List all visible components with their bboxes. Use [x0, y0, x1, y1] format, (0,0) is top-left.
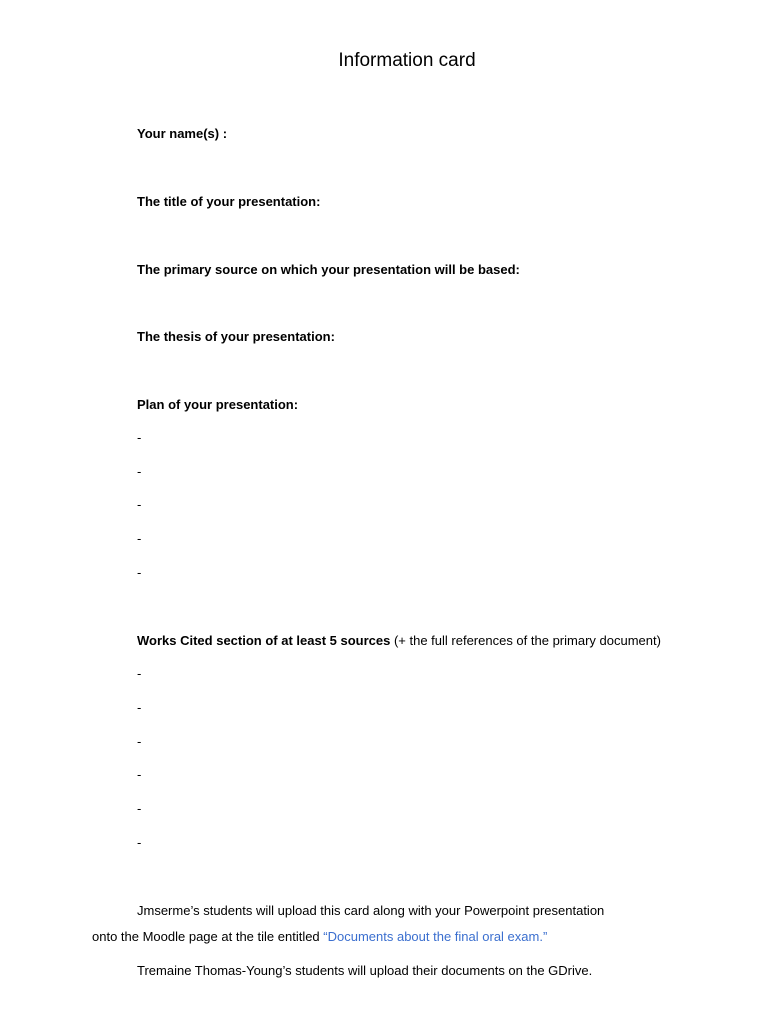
- field-presentation-title-label: The title of your presentation:: [137, 194, 321, 209]
- works-cited-note: (+ the full references of the primary document): [390, 633, 661, 648]
- plan-item: -: [137, 531, 142, 546]
- works-cited-item: -: [137, 700, 142, 715]
- works-cited-bold: Works Cited section of at least 5 sources: [137, 633, 391, 648]
- footer-line-3: Tremaine Thomas-Young’s students will upload their documents on the GDrive.: [137, 963, 593, 978]
- works-cited-item: -: [137, 835, 142, 850]
- plan-item: -: [137, 565, 142, 580]
- field-plan-label: Plan of your presentation:: [137, 397, 299, 412]
- field-names-label: Your name(s) :: [137, 126, 228, 141]
- works-cited-item: -: [137, 734, 142, 749]
- footer-line-2-prefix: onto the Moodle page at the tile entitled: [92, 929, 324, 944]
- works-cited-item: -: [137, 767, 142, 782]
- works-cited-label: [137, 633, 661, 648]
- footer-line-1: Jmserme’s students will upload this card along with your Powerpoint presentation: [137, 903, 605, 918]
- page-title: Information card: [338, 50, 476, 71]
- plan-item: -: [137, 497, 142, 512]
- plan-item: -: [137, 430, 142, 445]
- footer-line-2: [92, 929, 547, 944]
- works-cited-item: -: [137, 666, 142, 681]
- works-cited-item: -: [137, 801, 142, 816]
- field-primary-source-label: The primary source on which your presentation will be based:: [137, 262, 520, 277]
- plan-item: -: [137, 464, 142, 479]
- field-thesis-label: The thesis of your presentation:: [137, 329, 335, 344]
- moodle-tile-link[interactable]: “Documents about the final oral exam.”: [323, 929, 548, 944]
